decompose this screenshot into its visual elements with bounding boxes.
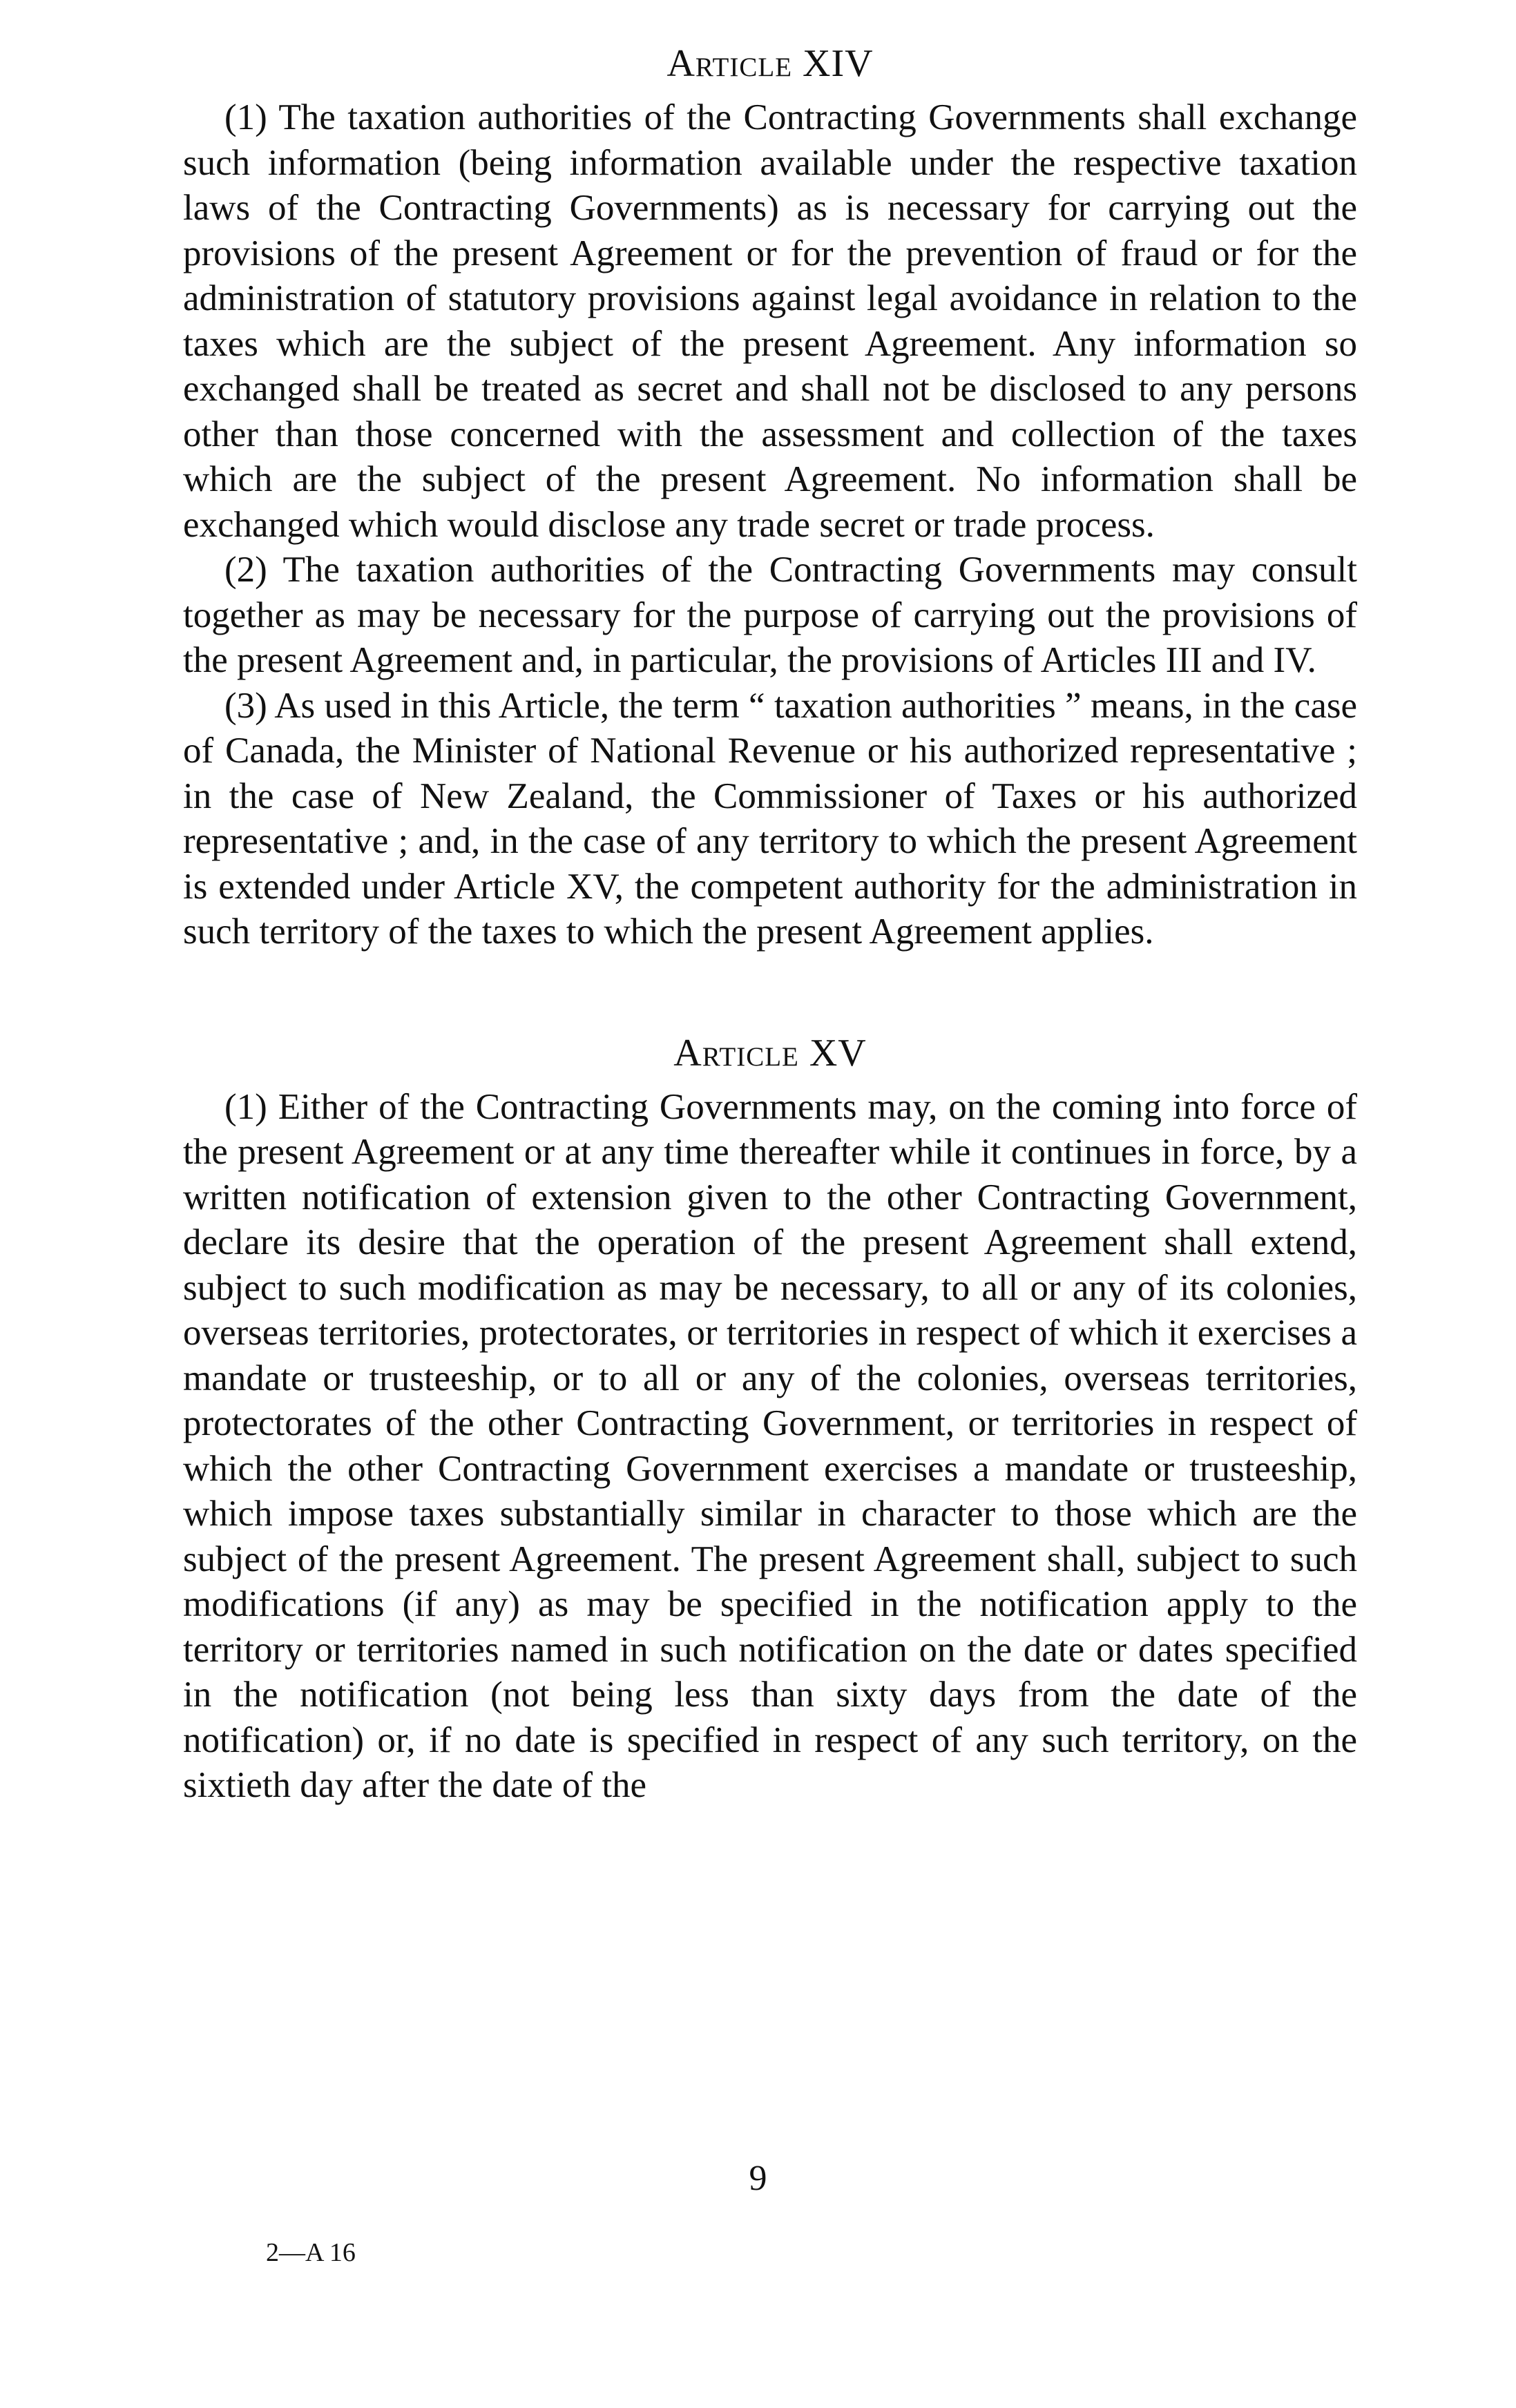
printer-signature-mark: 2—A 16 xyxy=(266,2238,356,2267)
page-number: 9 xyxy=(749,2159,767,2198)
article-xiv-paragraph-1: (1) The taxation authorities of the Contracting Governments shall exchange such information (being information available under the respective taxation laws of the Contracting Governments) as is necessary for carrying out the provisions of the present Agreement or for the prevention of fraud or for the administration of statutory provisions against legal avoidance in relation to the taxes which are the subject of the present Agreement. Any information so exchanged shall be treated as secret and shall not be disclosed to any persons other than those concerned with the assessment and collection of the taxes which are the subject of the present Agreement. No information shall be exchanged which would disclose any trade secret or trade process. xyxy=(183,97,1357,545)
article-xiv-paragraph-3: (3) As used in this Article, the term “ taxation authorities ” means, in the case of Canada, the Minister of National Revenue or his authorized representative ; in the case of New Zealand, the Commissioner of Taxes or his authorized representative ; and, in the case of any territory to which the present Agreement is extended under Article XV, the competent authority for the administration in such territory of the taxes to which the present Agreement applies. xyxy=(183,685,1357,952)
article-xiv-heading: Article XIV xyxy=(666,42,874,85)
document-page xyxy=(183,41,1357,1809)
article-xiv-paragraph-2: (2) The taxation authorities of the Contracting Governments may consult together as may be necessary for the purpose of carrying out the provisions of the present Agreement and, in particular, the provisions of Articles III and IV. xyxy=(183,550,1357,680)
article-xv-paragraph-1: (1) Either of the Contracting Governments may, on the coming into force of the present Agreement or at any time thereafter while it continues in force, by a written notification of extension given to the other Contracting Government, declare its desire that the operation of the present Agreement shall extend, subject to such modification as may be necessary, to all or any of its colonies, overseas territories, protectorates, or territories in respect of which it exercises a mandate or trusteeship, or to all or any of the colonies, overseas territories, protectorates of the other Contracting Government, or territories in respect of which the other Contracting Government exercises a mandate or trusteeship, which impose taxes substantially similar in character to those which are the subject of the present Agreement. The present Agreement shall, subject to such modifications (if any) as may be specified in the notification apply to the territory or territories named in such notification on the date or dates specified in the notification (not being less than sixty days from the date of the notification) or, if no date is specified in respect of any such territory, on the sixtieth day after the date of the xyxy=(183,1086,1357,1805)
article-xv-heading: Article XV xyxy=(673,1031,867,1075)
